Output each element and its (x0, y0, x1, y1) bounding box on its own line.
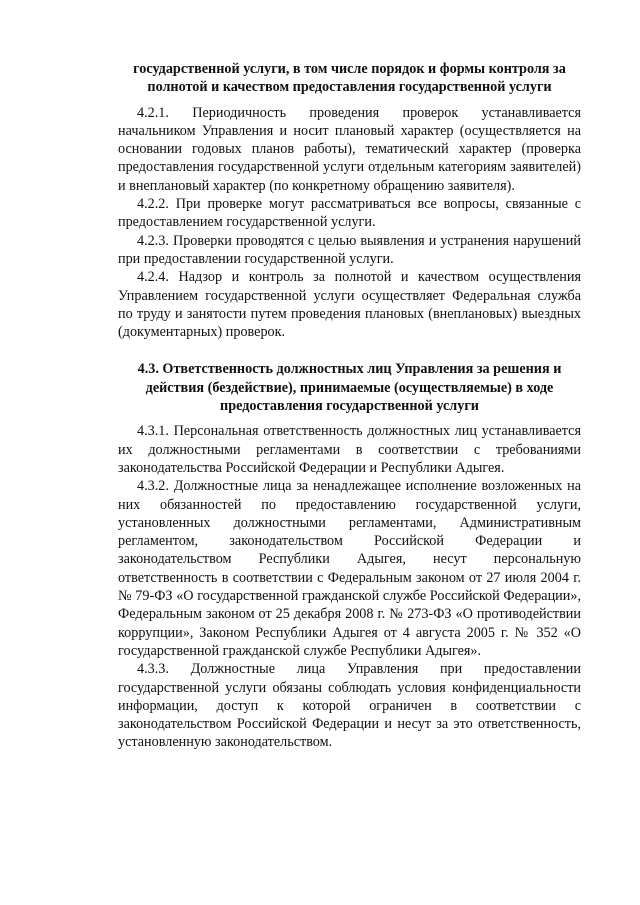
paragraph-4-2-4: 4.2.4. Надзор и контроль за полнотой и качеством осуществления Управлением государственной услуги осуществляет Федеральная служба по труду и занятости путем проведения плановых (внеплановых) выездных (документарных) проверок. (118, 269, 581, 341)
paragraph-4-3-3: 4.3.3. Должностные лица Управления при предоставлении государственной услуги обязаны соблюдать условия конфиденциальности информации, доступ к которой ограничен в соответствии с законодательством Российской Федерации и несут за это ответственность, установленную законодательством. (118, 661, 581, 751)
section-4-3-heading: 4.3. Ответственность должностных лиц Управления за решения и действия (бездействие), принимаемые (осуществляемые) в ходе предоставления государственной услуги (137, 361, 562, 415)
paragraph-4-3-2: 4.3.2. Должностные лица за ненадлежащее исполнение возложенных на них обязанностей по предоставлению государственной услуги, установленных должностными регламентами, Административным регламентом, законодательством Российской Федерации и законодательством Республики Адыгея, несут персональную ответственность в соответствии с Федеральным законом от 27 июля 2004 г. № 79-ФЗ «О государственной гражданской службе Российской Федерации», Федеральным законом от 25 декабря 2008 г. № 273-ФЗ «О противодействии коррупции», Законом Республики Адыгея от 4 августа 2005 г. № 352 «О государственной гражданской службе Республики Адыгея». (118, 478, 581, 659)
paragraph-4-3-1: 4.3.1. Персональная ответственность должностных лиц устанавливается их должностными регламентами в соответствии с требованиями законодательства Российской Федерации и Республики Адыгея. (118, 423, 581, 476)
paragraph-4-2-3: 4.2.3. Проверки проводятся с целью выявления и устранения нарушений при предоставлении государственной услуги. (118, 232, 581, 267)
paragraph-4-2-2: 4.2.2. При проверке могут рассматриваться все вопросы, связанные с предоставлением государственной услуги. (118, 196, 581, 231)
paragraph-4-2-1: 4.2.1. Периодичность проведения проверок устанавливается начальником Управления и носит плановый характер (осуществляется на основании годовых планов работы), тематический характер (проверка предоставления государственной услуги отдельным категориям заявителей) и внеплановый характер (по конкретному обращению заявителя). (118, 104, 581, 194)
section-4-2-heading-continuation: государственной услуги, в том числе порядок и формы контроля за полнотой и качеством предоставления государственной услуги (133, 61, 566, 96)
document-page (118, 60, 581, 752)
